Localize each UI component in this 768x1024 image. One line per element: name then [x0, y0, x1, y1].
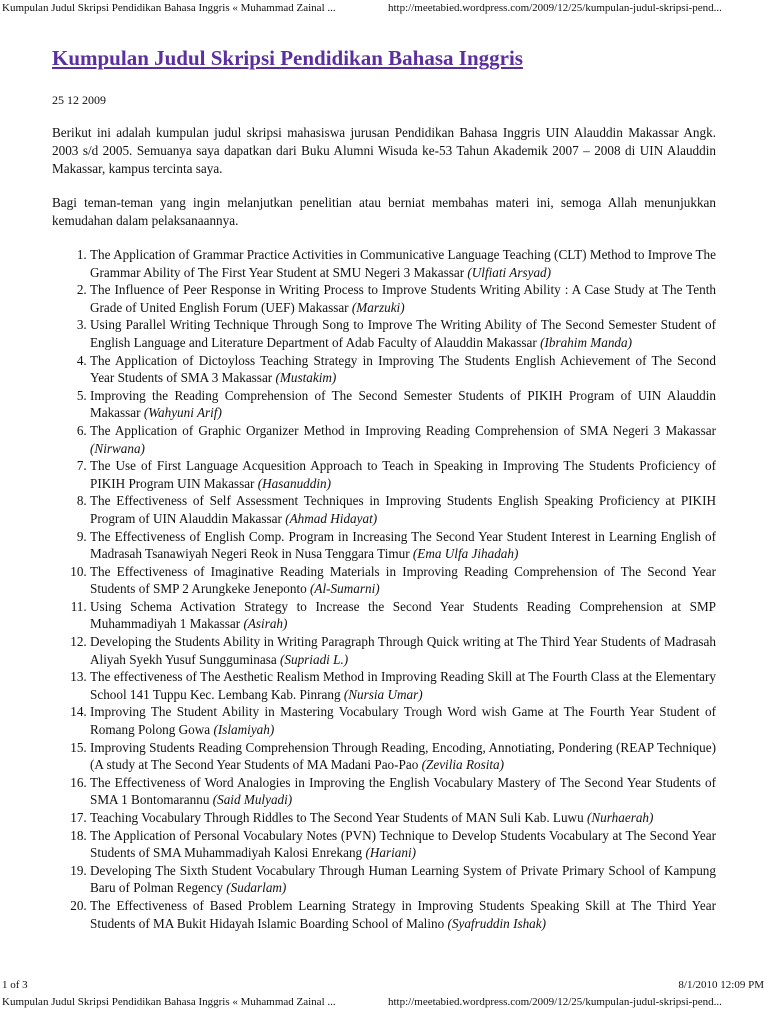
- thesis-author: (Sudarlam): [226, 880, 287, 896]
- thesis-list-item: [90, 633, 716, 668]
- note-paragraph: Bagi teman-teman yang ingin melanjutkan penelitian atau berniat membahas materi ini, semoga Allah menunjukkan kemudahan dalam pelaksanaannya.: [52, 195, 716, 228]
- thesis-list: [52, 246, 716, 932]
- thesis-list-item: [90, 528, 716, 563]
- article: [52, 44, 716, 944]
- thesis-list-item: [90, 809, 716, 827]
- print-datetime: 8/1/2010 12:09 PM: [678, 979, 764, 991]
- thesis-title: The Effectiveness of Self Assessment Techniques in Improving Students English Speaking Proficiency at PIKIH Program of UIN Alauddin Makassar: [90, 493, 716, 526]
- thesis-author: (Ema Ulfa Jihadah): [412, 546, 519, 562]
- intro-paragraph: Berikut ini adalah kumpulan judul skripsi mahasiswa jurusan Pendidikan Bahasa Inggris UIN Alauddin Makassar Angk. 2003 s/d 2005. Semuanya saya dapatkan dari Buku Alumni Wisuda ke-53 Tahun Akademik 2007 – 2008 di UIN Alauddin Makassar, kampus tercinta saya.: [52, 125, 716, 176]
- thesis-author: (Mustakim): [275, 370, 337, 386]
- thesis-author: (Ibrahim Manda): [540, 334, 633, 350]
- thesis-list-item: [90, 862, 716, 897]
- thesis-author: (Asirah): [243, 616, 288, 632]
- thesis-author: (Zevilia Rosita): [421, 757, 505, 773]
- thesis-author: (Ahmad Hidayat): [285, 510, 378, 526]
- page-number: 1 of 3: [2, 979, 28, 991]
- thesis-list-item: [90, 246, 716, 281]
- thesis-author: (Nursia Umar): [343, 686, 423, 702]
- thesis-author: (Supriadi L.): [280, 651, 349, 667]
- thesis-author: (Marzuki): [351, 299, 405, 315]
- thesis-author: (Al-Sumarni): [310, 581, 380, 597]
- thesis-list-item: [90, 598, 716, 633]
- article-title-link[interactable]: Kumpulan Judul Skripsi Pendidikan Bahasa Inggris: [52, 46, 523, 70]
- thesis-list-item: [90, 739, 716, 774]
- print-footer-page: [0, 978, 768, 992]
- thesis-title: The Effectiveness of Based Problem Learning Strategy in Improving Students Speaking Skill at The Third Year Students of MA Bukit Hidayah Islamic Boarding School of Malino: [90, 897, 716, 931]
- thesis-list-item: [90, 457, 716, 492]
- thesis-author: (Hariani): [365, 845, 417, 861]
- thesis-title: The Application of Dictoyloss Teaching Strategy in Improving The Students English Achievement of The Second Year Students of SMA 3 Makassar: [90, 352, 716, 386]
- thesis-title: The Application of Personal Vocabulary Notes (PVN) Technique to Develop Students Vocabulary at The Second Year Students of SMA Muhammadiyah Kalosi Enrekang: [90, 827, 716, 861]
- thesis-author: (Wahyuni Arif): [143, 405, 222, 421]
- thesis-author: (Nurhaerah): [586, 810, 654, 825]
- header-page-title: Kumpulan Judul Skripsi Pendidikan Bahasa Inggris « Muhammad Zainal ...: [2, 2, 336, 14]
- print-header: [0, 1, 768, 15]
- thesis-list-item: [90, 492, 716, 527]
- thesis-list-item: [90, 281, 716, 316]
- thesis-title: The Effectiveness of English Comp. Program in Increasing The Second Year Student Interest in Learning English of Madrasah Tsanawiyah Negeri Reok in Nusa Tenggara Timur: [90, 528, 716, 562]
- thesis-title: The Use of First Language Acquesition Approach to Teach in Speaking in Improving The Students Proficiency of PIKIH Program UIN Makassar: [90, 458, 716, 491]
- footer-page-title: Kumpulan Judul Skripsi Pendidikan Bahasa Inggris « Muhammad Zainal ...: [2, 996, 336, 1008]
- thesis-author: (Islamiyah): [213, 722, 275, 738]
- thesis-title: The Influence of Peer Response in Writing Process to Improve Students Writing Ability : A Case Study at The Tenth Grade of United English Forum (UEF) Makassar: [90, 282, 716, 315]
- thesis-title: The effectiveness of The Aesthetic Realism Method in Improving Reading Skill at The Fourth Class at the Elementary School 141 Tuppu Kec. Lembang Kab. Pinrang: [90, 669, 716, 702]
- thesis-author: (Nirwana): [90, 440, 145, 456]
- thesis-list-item: [90, 774, 716, 809]
- thesis-list-item: [90, 703, 716, 738]
- thesis-list-item: [90, 316, 716, 351]
- thesis-title: Developing the Students Ability in Writing Paragraph Through Quick writing at The Third Year Students of Madrasah Aliyah Syekh Yusuf Sungguminasa: [90, 634, 716, 667]
- thesis-list-item: [90, 422, 716, 457]
- print-footer-title: [0, 995, 768, 1009]
- thesis-title: Using Parallel Writing Technique Through Song to Improve The Writing Ability of The Second Semester Student of English Language and Literature Department of Adab Faculty of Alauddin Makassar: [90, 317, 716, 350]
- thesis-title: Developing The Sixth Student Vocabulary Through Human Learning System of Private Primary School of Kampung Baru of Polman Regency: [90, 862, 716, 896]
- footer-url: http://meetabied.wordpress.com/2009/12/25/kumpulan-judul-skripsi-pend...: [388, 996, 722, 1008]
- thesis-author: (Hasanuddin): [257, 475, 332, 491]
- thesis-title: The Effectiveness of Imaginative Reading Materials in Improving Reading Comprehension of The Second Year Students of SMP 2 Arungkeke Jeneponto: [90, 563, 716, 597]
- thesis-list-item: [90, 827, 716, 862]
- thesis-title: The Application of Graphic Organizer Method in Improving Reading Comprehension of SMA Negeri 3 Makassar: [90, 422, 716, 438]
- thesis-author: (Syafruddin Ishak): [447, 915, 547, 931]
- thesis-list-item: [90, 387, 716, 422]
- thesis-title: The Effectiveness of Word Analogies in Improving the English Vocabulary Mastery of The Second Year Students of SMA 1 Bontomarannu: [90, 774, 716, 808]
- thesis-title: Improving the Reading Comprehension of The Second Semester Students of PIKIH Program of UIN Alauddin Makassar: [90, 387, 716, 421]
- post-date: 25 12 2009: [52, 93, 106, 107]
- thesis-author: (Said Mulyadi): [212, 792, 293, 808]
- thesis-list-item: [90, 563, 716, 598]
- thesis-list-item: [90, 668, 716, 703]
- thesis-list-item: [90, 352, 716, 387]
- thesis-title: Using Schema Activation Strategy to Increase the Second Year Students Reading Comprehension at SMP Muhammadiyah 1 Makassar: [90, 598, 716, 632]
- thesis-title: The Application of Grammar Practice Activities in Communicative Language Teaching (CLT) Method to Improve The Grammar Ability of The First Year Student at SMU Negeri 3 Makassar: [90, 247, 716, 280]
- thesis-author: (Ulfiati Arsyad): [467, 264, 552, 280]
- thesis-title: Improving Students Reading Comprehension Through Reading, Encoding, Annotiating, Pondering (REAP Technique) (A study at The Second Year Students of MA Madani Pao-Pao: [90, 739, 716, 773]
- thesis-title: Teaching Vocabulary Through Riddles to The Second Year Students of MAN Suli Kab. Luwu: [90, 810, 584, 825]
- thesis-title: Improving The Student Ability in Mastering Vocabulary Trough Word wish Game at The Fourth Year Student of Romang Polong Gowa: [90, 704, 716, 738]
- header-url: http://meetabied.wordpress.com/2009/12/25/kumpulan-judul-skripsi-pend...: [388, 2, 722, 14]
- thesis-list-item: [90, 897, 716, 932]
